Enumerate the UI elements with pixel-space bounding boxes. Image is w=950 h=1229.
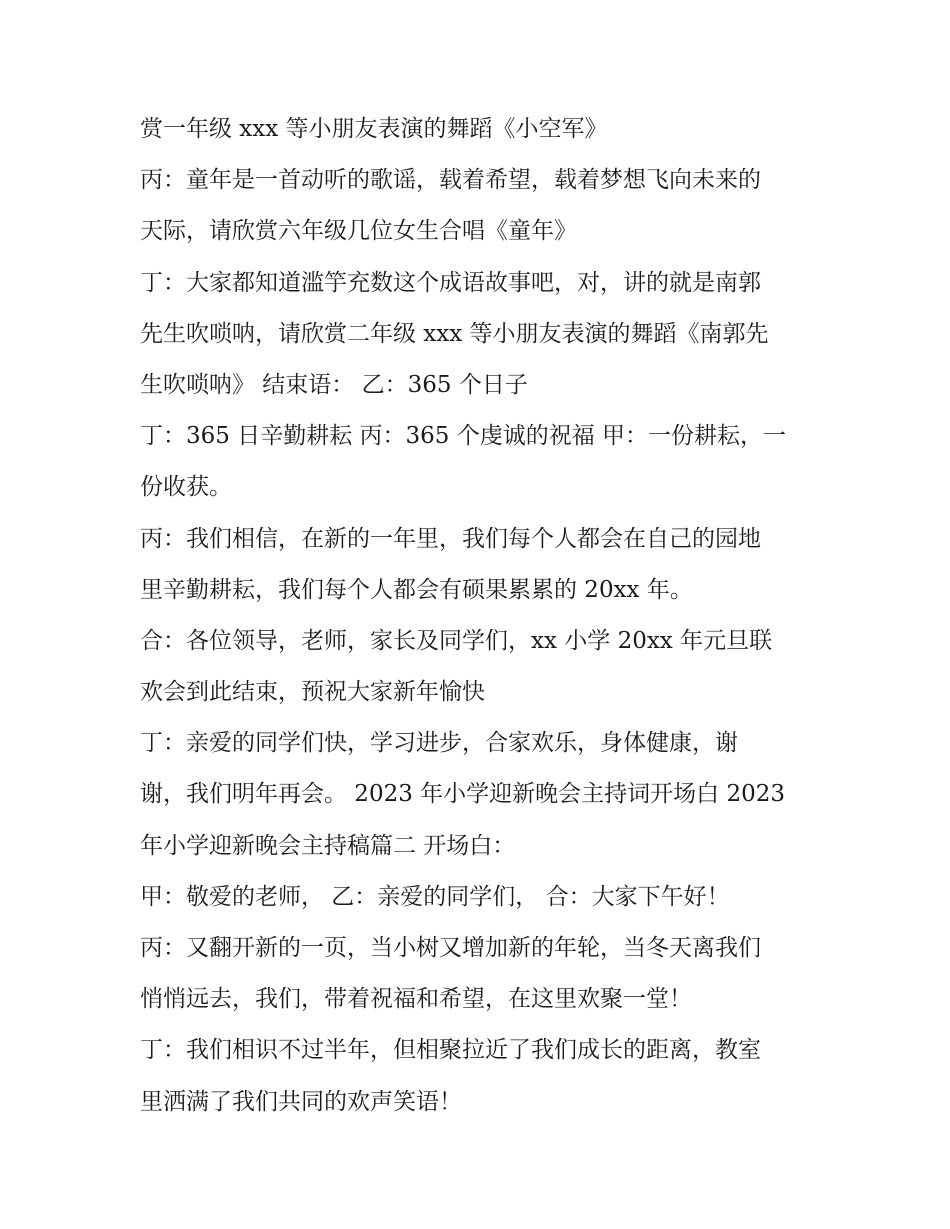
text-line: 年小学迎新晚会主持稿篇二 开场白： [140,832,516,859]
text-line: 欢会到此结束，预祝大家新年愉快 [140,679,485,706]
text-line: 丁：我们相识不过半年，但相聚拉近了我们成长的距离，教室 [140,1037,761,1064]
text-line: 里辛勤耕耘，我们每个人都会有硕果累累的 20xx 年。 [140,576,693,603]
text-line: 赏一年级 xxx 等小朋友表演的舞蹈《小空军》 [140,116,608,142]
text-line: 丁：大家都知道滥竽充数这个成语故事吧，对，讲的就是南郭 [140,269,761,296]
text-line: 甲：敬爱的老师， 乙：亲爱的同学们， 合：大家下午好！ [140,883,730,910]
document-body [140,104,830,1128]
text-line: 谢，我们明年再会。 2023 年小学迎新晚会主持词开场白 2023 [140,781,785,808]
text-line: 丙：我们相信，在新的一年里，我们每个人都会在自己的园地 [140,525,761,552]
text-line: 丙：童年是一首动听的歌谣，载着希望，载着梦想飞向未来的 [140,167,761,194]
text-line: 悄悄远去，我们，带着祝福和希望，在这里欢聚一堂！ [140,986,692,1013]
text-line: 丙：又翻开新的一页，当小树又增加新的年轮，当冬天离我们 [140,935,761,961]
text-line: 里洒满了我们共同的欢声笑语！ [140,1088,462,1115]
text-line: 份收获。 [140,474,232,501]
text-line: 合：各位领导，老师，家长及同学们，xx 小学 20xx 年元旦联 [140,627,773,654]
text-line: 生吹唢呐》 结束语： 乙：365 个日子 [140,371,528,398]
text-line: 丁：365 日辛勤耕耘 丙：365 个虔诚的祝福 甲：一份耕耘，一 [140,423,787,450]
text-line: 丁：亲爱的同学们快，学习进步，合家欢乐，身体健康，谢 [140,730,738,757]
text-line: 天际，请欣赏六年级几位女生合唱《童年》 [140,218,577,245]
text-line: 先生吹唢呐，请欣赏二年级 xxx 等小朋友表演的舞蹈《南郭先 [140,320,769,347]
